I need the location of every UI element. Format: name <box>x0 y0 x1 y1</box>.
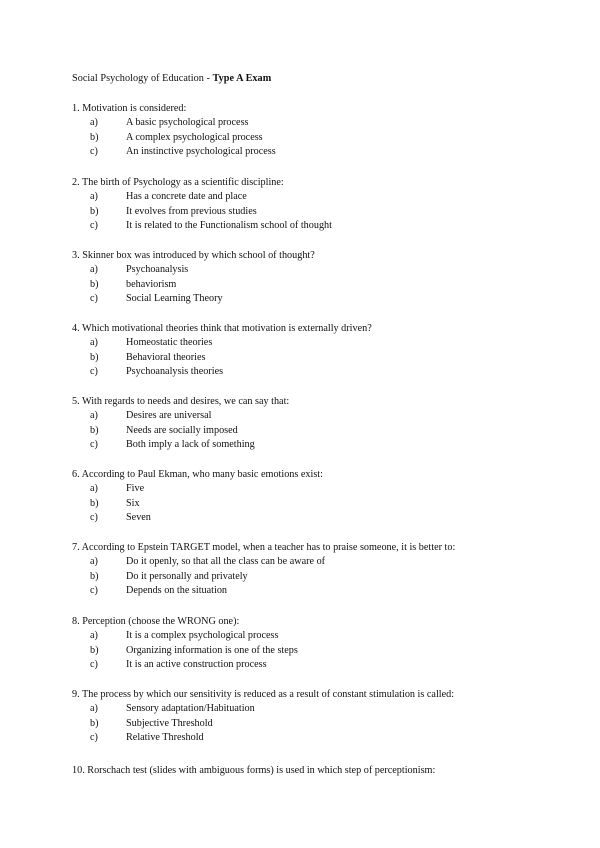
option-text: It is related to the Functionalism school of thought <box>126 220 332 232</box>
option-text: Psychoanalysis theories <box>126 366 224 378</box>
question-text: 5. With regards to needs and desires, we can say that: <box>72 396 290 407</box>
option-letter: b) <box>90 644 99 656</box>
exam-title <box>72 73 271 84</box>
option-text: It is an active construction process <box>126 659 267 671</box>
question-text: 1. Motivation is considered: <box>72 103 187 114</box>
question-6 <box>72 467 552 526</box>
option-letter: c) <box>90 732 98 744</box>
option-b <box>72 205 552 220</box>
option-c <box>72 365 552 380</box>
question-text: 6. According to Paul Ekman, who many basic emotions exist: <box>72 469 323 480</box>
option-list <box>72 116 552 160</box>
option-list <box>72 702 552 746</box>
option-list <box>72 629 552 673</box>
option-letter: a) <box>90 556 98 567</box>
option-text: Six <box>126 497 140 509</box>
option-b <box>72 278 552 293</box>
option-letter: a) <box>90 337 98 348</box>
option-a <box>72 263 552 278</box>
option-letter: c) <box>90 220 98 232</box>
option-text: A complex psychological process <box>126 131 263 143</box>
option-c <box>72 731 552 746</box>
question-4 <box>72 321 552 380</box>
option-text: Both imply a lack of something <box>126 439 255 451</box>
option-letter: b) <box>90 424 99 436</box>
option-a <box>72 482 552 497</box>
option-b <box>72 644 552 659</box>
option-b <box>72 570 552 585</box>
option-a <box>72 336 552 351</box>
option-letter: a) <box>90 703 98 714</box>
option-text: Social Learning Theory <box>126 293 223 305</box>
option-text: Seven <box>126 512 151 524</box>
option-letter: b) <box>90 351 99 363</box>
option-text: It evolves from previous studies <box>126 205 257 217</box>
question-text: 4. Which motivational theories think that motivation is externally driven? <box>72 323 372 334</box>
option-c <box>72 511 552 526</box>
option-a <box>72 555 552 570</box>
question-text: 9. The process by which our sensitivity is reduced as a result of constant stimulation is called: <box>72 689 455 700</box>
question-text: 2. The birth of Psychology as a scientific discipline: <box>72 177 284 188</box>
exam-type-label: Type A Exam <box>212 73 272 84</box>
option-b <box>72 497 552 512</box>
question-9 <box>72 687 552 746</box>
option-b <box>72 424 552 439</box>
option-letter: a) <box>90 117 98 128</box>
option-letter: b) <box>90 205 99 217</box>
option-letter: c) <box>90 293 98 305</box>
option-text: Subjective Threshold <box>126 717 213 729</box>
option-b <box>72 131 552 146</box>
question-7 <box>72 540 552 599</box>
option-text: Sensory adaptation/Habituation <box>126 703 255 714</box>
question-1 <box>72 101 552 160</box>
option-text: Do it openly, so that all the class can be aware of <box>126 556 326 567</box>
option-letter: b) <box>90 570 99 582</box>
question-text: 10. Rorschach test (slides with ambiguous forms) is used in which step of perceptionism: <box>72 765 436 776</box>
option-letter: c) <box>90 659 98 671</box>
option-list <box>72 482 552 526</box>
option-letter: c) <box>90 366 98 378</box>
exam-title-prefix: Social Psychology of Education - <box>72 73 213 84</box>
option-letter: c) <box>90 146 98 158</box>
option-c <box>72 658 552 673</box>
option-c <box>72 145 552 160</box>
option-text: Psychoanalysis <box>126 264 189 275</box>
option-text: Do it personally and privately <box>126 570 248 582</box>
option-a <box>72 702 552 717</box>
option-a <box>72 629 552 644</box>
option-text: Organizing information is one of the steps <box>126 644 298 656</box>
option-text: behaviorism <box>126 278 177 290</box>
question-3 <box>72 248 552 307</box>
option-letter: a) <box>90 264 98 275</box>
question-5 <box>72 394 552 453</box>
option-text: Needs are socially imposed <box>126 424 238 436</box>
option-text: Behavioral theories <box>126 351 206 363</box>
option-list <box>72 555 552 599</box>
option-letter: c) <box>90 585 98 597</box>
option-c <box>72 584 552 599</box>
option-list <box>72 263 552 307</box>
option-list <box>72 336 552 380</box>
option-a <box>72 409 552 424</box>
option-text: Depends on the situation <box>126 585 228 597</box>
question-10 <box>72 763 552 778</box>
option-letter: a) <box>90 483 98 494</box>
option-a <box>72 190 552 205</box>
option-text: Desires are universal <box>126 410 212 421</box>
option-text: It is a complex psychological process <box>126 630 279 641</box>
option-c <box>72 292 552 307</box>
option-list <box>72 409 552 453</box>
option-text: A basic psychological process <box>126 117 249 128</box>
option-b <box>72 351 552 366</box>
question-text: 3. Skinner box was introduced by which school of thought? <box>72 250 315 261</box>
option-text: An instinctive psychological process <box>126 146 276 158</box>
option-b <box>72 717 552 732</box>
option-a <box>72 116 552 131</box>
question-text: 7. According to Epstein TARGET model, when a teacher has to praise someone, it is better to: <box>72 542 456 553</box>
option-list <box>72 190 552 234</box>
option-text: Has a concrete date and place <box>126 191 247 202</box>
option-text: Relative Threshold <box>126 732 204 744</box>
option-letter: c) <box>90 439 98 451</box>
question-8 <box>72 614 552 673</box>
option-letter: a) <box>90 410 98 421</box>
option-letter: b) <box>90 717 99 729</box>
option-letter: b) <box>90 278 99 290</box>
option-letter: a) <box>90 630 98 641</box>
option-text: Five <box>126 483 145 494</box>
option-letter: b) <box>90 497 99 509</box>
option-c <box>72 219 552 234</box>
option-text: Homeostatic theories <box>126 337 213 348</box>
option-letter: a) <box>90 191 98 202</box>
option-letter: c) <box>90 512 98 524</box>
question-text: 8. Perception (choose the WRONG one): <box>72 616 240 627</box>
question-2 <box>72 175 552 234</box>
option-letter: b) <box>90 131 99 143</box>
option-c <box>72 438 552 453</box>
